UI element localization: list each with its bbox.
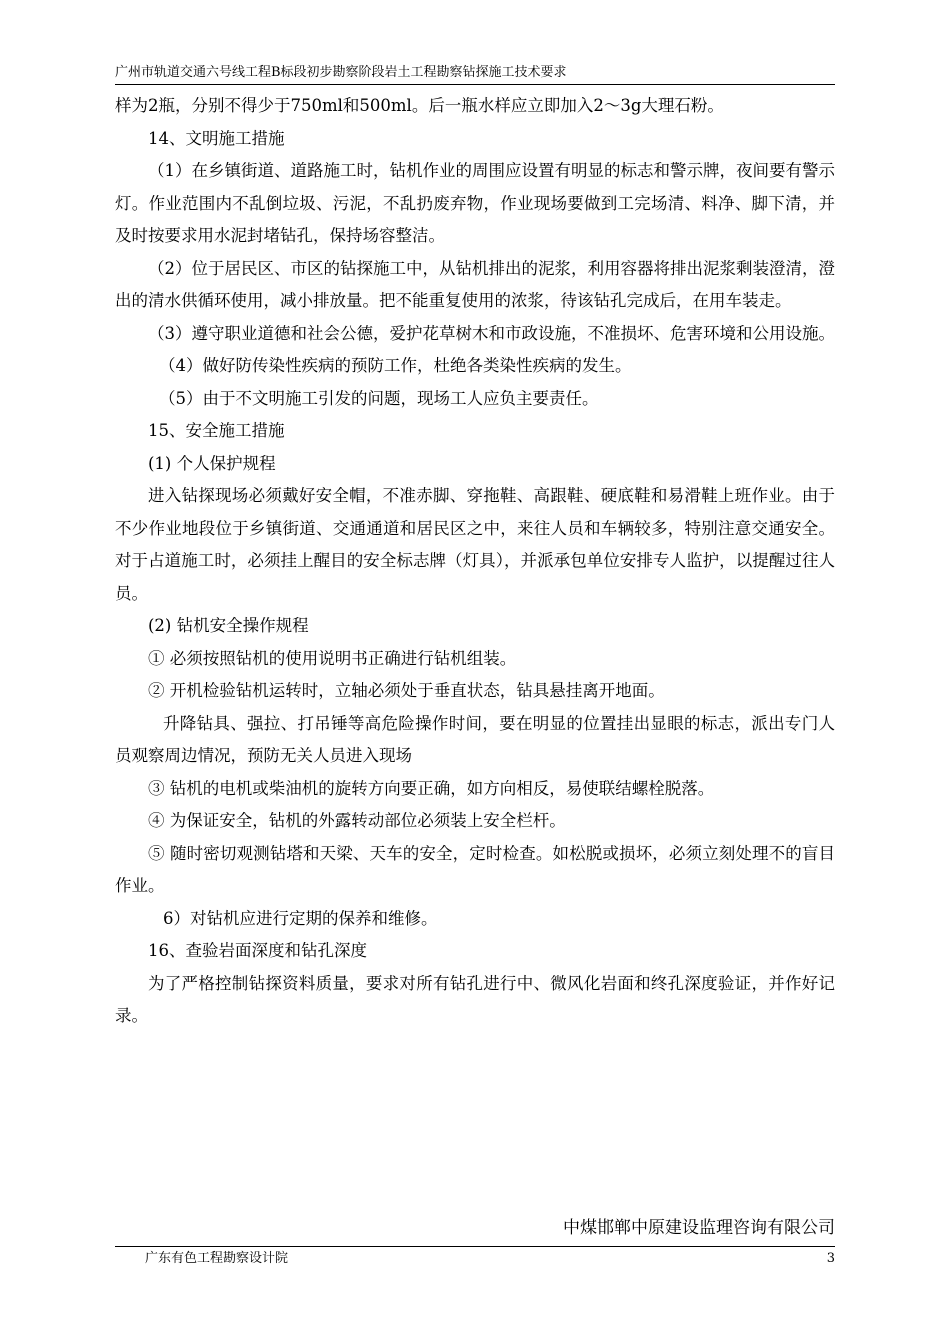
section-heading: 14、文明施工措施	[148, 128, 285, 148]
list-item: ⑤ 随时密切观测钻塔和天梁、天车的安全，定时检查。如松脱或损坏，必须立刻处理不的盲目作业。	[115, 843, 835, 895]
footer-divider	[115, 1246, 835, 1247]
paragraph: （5）由于不文明施工引发的问题，现场工人应负主要责任。	[159, 388, 599, 408]
subsection-heading: (1) 个人保护规程	[148, 453, 276, 473]
paragraph: （1）在乡镇街道、道路施工时，钻机作业的周围应设置有明显的标志和警示牌，夜间要有警示灯。作业范围内不乱倒垃圾、污泥，不乱扔废弃物，作业现场要做到工完场清、料净、脚下清，并及时按要求用水泥封堵钻孔，保持场容整洁。	[115, 161, 835, 245]
page-header: 广州市轨道交通六号线工程B标段初步勘察阶段岩土工程勘察钻探施工技术要求	[115, 64, 835, 85]
paragraph: 进入钻探现场必须戴好安全帽，不准赤脚、穿拖鞋、高跟鞋、硬底鞋和易滑鞋上班作业。由于不少作业地段位于乡镇街道、交通通道和居民区之中，来往人员和车辆较多，特别注意交通安全。对于占道施工时，必须挂上醒目的安全标志牌（灯具），并派承包单位安排专人监护，以提醒过往人员。	[115, 486, 835, 603]
paragraph: （4）做好防传染性疾病的预防工作，杜绝各类染性疾病的发生。	[159, 356, 632, 375]
paragraph: 升降钻具、强拉、打吊锤等高危险操作时间，要在明显的位置挂出显眼的标志，派出专门人员观察周边情况，预防无关人员进入现场	[115, 713, 835, 765]
page-number: 3	[826, 1251, 835, 1266]
paragraph: 为了严格控制钻探资料质量，要求对所有钻孔进行中、微风化岩面和终孔深度验证，并作好记录。	[115, 973, 835, 1025]
paragraph: （2）位于居民区、市区的钻探施工中，从钻机排出的泥浆，利用容器将排出泥浆剩装澄清，澄出的清水供循环使用，减小排放量。把不能重复使用的浓浆，待该钻孔完成后，在用车装走。	[115, 258, 835, 310]
section-heading: 16、查验岩面深度和钻孔深度	[148, 941, 367, 960]
list-item: ① 必须按照钻机的使用说明书正确进行钻机组装。	[148, 648, 517, 668]
list-item: ③ 钻机的电机或柴油机的旋转方向要正确，如方向相反，易使联结螺栓脱落。	[148, 778, 715, 798]
document-body	[115, 90, 835, 1033]
company-signature: 中煤邯郸中原建设监理咨询有限公司	[563, 1218, 835, 1238]
list-item: 6）对钻机应进行定期的保养和维修。	[163, 908, 438, 928]
subsection-heading: (2) 钻机安全操作规程	[148, 616, 309, 635]
list-item: ④ 为保证安全，钻机的外露转动部位必须装上安全栏杆。	[148, 811, 566, 830]
paragraph: 样为2瓶，分别不得少于750ml和500ml。后一瓶水样应立即加入2～3g大理石粉。	[115, 96, 724, 115]
section-heading: 15、安全施工措施	[148, 421, 285, 440]
paragraph: （3）遵守职业道德和社会公德，爱护花草树木和市政设施，不准损坏、危害环境和公用设施。	[148, 323, 835, 343]
list-item: ② 开机检验钻机运转时，立轴必须处于垂直状态，钻具悬挂离开地面。	[148, 681, 665, 700]
footer-organization: 广东有色工程勘察设计院	[145, 1251, 289, 1266]
